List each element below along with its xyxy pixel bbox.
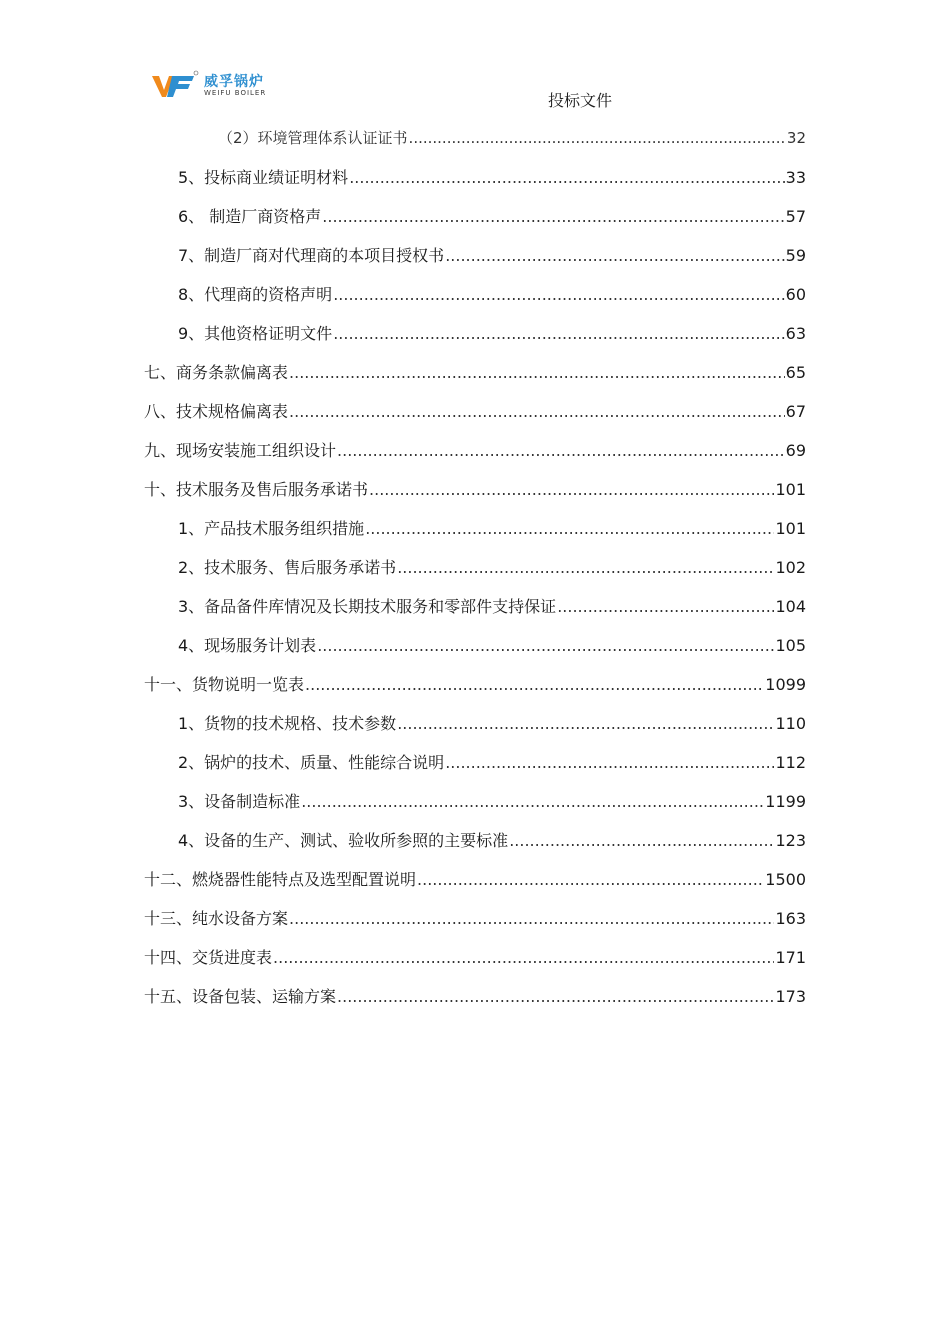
toc-entry-title: 1、产品技术服务组织措施: [178, 519, 365, 538]
toc-entry[interactable]: [178, 821, 806, 860]
document-title: 投标文件: [548, 91, 613, 110]
toc-entry[interactable]: [178, 509, 806, 548]
toc-entry-page-number: 63: [785, 324, 806, 343]
page-header: [0, 0, 950, 120]
toc-entry[interactable]: [178, 314, 806, 353]
toc-leader-dots: [333, 275, 784, 314]
toc-entry-page-number: 104: [775, 597, 806, 616]
toc-entry-page-number: 69: [785, 441, 806, 460]
logo-mark-icon: [150, 70, 200, 100]
toc-entry-page-number: 173: [775, 987, 806, 1006]
toc-entry-page-number: 1199: [765, 792, 806, 811]
toc-entry[interactable]: [144, 353, 806, 392]
toc-entry-title: 2、锅炉的技术、质量、性能综合说明: [178, 753, 445, 772]
toc-entry-page-number: 60: [785, 285, 806, 304]
toc-entry[interactable]: [144, 860, 806, 899]
toc-entry[interactable]: [144, 938, 806, 977]
toc-leader-dots: [397, 548, 774, 587]
toc-entry-title: 1、货物的技术规格、技术参数: [178, 714, 397, 733]
toc-entry-title: 十一、货物说明一览表: [144, 675, 305, 694]
toc-entry[interactable]: [178, 782, 806, 821]
toc-leader-dots: [289, 899, 774, 938]
company-logo: [150, 70, 280, 100]
toc-entry-title: 3、备品备件库情况及长期技术服务和零部件支持保证: [178, 597, 557, 616]
toc-entry[interactable]: [144, 431, 806, 470]
toc-entry[interactable]: [144, 392, 806, 431]
toc-leader-dots: [273, 938, 774, 977]
toc-leader-dots: [349, 158, 784, 197]
toc-entry-page-number: 163: [775, 909, 806, 928]
toc-entry[interactable]: [178, 704, 806, 743]
toc-entry-title: （2）环境管理体系认证证书: [218, 129, 408, 147]
toc-entry-page-number: 67: [785, 402, 806, 421]
toc-entry-page-number: 65: [785, 363, 806, 382]
toc-entry-title: 9、其他资格证明文件: [178, 324, 333, 343]
toc-entry-page-number: 33: [785, 168, 806, 187]
toc-entry[interactable]: [178, 236, 806, 275]
toc-entry[interactable]: [178, 158, 806, 197]
toc-entry-title: 6、 制造厂商资格声: [178, 207, 322, 226]
toc-entry-title: 3、设备制造标准: [178, 792, 301, 811]
toc-entry-title: 7、制造厂商对代理商的本项目授权书: [178, 246, 445, 265]
toc-leader-dots: [445, 743, 774, 782]
toc-entry-title: 十、技术服务及售后服务承诺书: [144, 480, 369, 499]
toc-entry-page-number: 32: [786, 129, 806, 147]
toc-entry[interactable]: [144, 899, 806, 938]
toc-leader-dots: [289, 392, 785, 431]
logo-chinese-name: 威孚锅炉: [204, 74, 264, 90]
toc-entry-page-number: 123: [775, 831, 806, 850]
toc-entry-title: 8、代理商的资格声明: [178, 285, 333, 304]
toc-leader-dots: [417, 860, 764, 899]
toc-leader-dots: [317, 626, 774, 665]
toc-entry[interactable]: [218, 119, 806, 158]
toc-entry-title: 十二、燃烧器性能特点及选型配置说明: [144, 870, 417, 889]
toc-entry[interactable]: [178, 587, 806, 626]
toc-leader-dots: [301, 782, 764, 821]
logo-english-name: WEIFU BOILER: [204, 89, 267, 97]
toc-entry-title: 4、设备的生产、测试、验收所参照的主要标准: [178, 831, 509, 850]
toc-entry[interactable]: [144, 977, 806, 1016]
toc-entry-title: 2、技术服务、售后服务承诺书: [178, 558, 397, 577]
toc-entry-page-number: 57: [785, 207, 806, 226]
toc-entry-page-number: 1500: [765, 870, 806, 889]
toc-entry-title: 4、现场服务计划表: [178, 636, 317, 655]
toc-entry-title: 七、商务条款偏离表: [144, 363, 289, 382]
toc-leader-dots: [397, 704, 774, 743]
toc-entry[interactable]: [178, 743, 806, 782]
toc-entry[interactable]: [178, 197, 806, 236]
toc-entry[interactable]: [144, 665, 806, 704]
toc-entry[interactable]: [178, 626, 806, 665]
toc-leader-dots: [509, 821, 774, 860]
toc-entry-title: 十三、纯水设备方案: [144, 909, 289, 928]
toc-entry-page-number: 101: [775, 480, 806, 499]
toc-entry-page-number: 105: [775, 636, 806, 655]
toc-entry-title: 八、技术规格偏离表: [144, 402, 289, 421]
toc-leader-dots: [369, 470, 774, 509]
toc-entry-page-number: 171: [775, 948, 806, 967]
toc-leader-dots: [305, 665, 764, 704]
toc-entry-page-number: 112: [775, 753, 806, 772]
toc-leader-dots: [333, 314, 784, 353]
toc-entry-page-number: 110: [775, 714, 806, 733]
toc-entry-title: 十五、设备包装、运输方案: [144, 987, 337, 1006]
toc-leader-dots: [557, 587, 774, 626]
toc-leader-dots: [445, 236, 784, 275]
toc-leader-dots: [409, 119, 786, 158]
toc-leader-dots: [289, 353, 785, 392]
toc-entry-title: 5、投标商业绩证明材料: [178, 168, 349, 187]
toc-entry-page-number: 59: [785, 246, 806, 265]
toc-entry-page-number: 1099: [765, 675, 806, 694]
toc-leader-dots: [322, 197, 784, 236]
toc-entry-title: 十四、交货进度表: [144, 948, 273, 967]
toc-leader-dots: [337, 431, 785, 470]
toc-entry-title: 九、现场安装施工组织设计: [144, 441, 337, 460]
toc-entry-page-number: 102: [775, 558, 806, 577]
toc-leader-dots: [337, 977, 774, 1016]
toc-leader-dots: [365, 509, 774, 548]
toc-entry[interactable]: [178, 548, 806, 587]
toc-entry-page-number: 101: [775, 519, 806, 538]
toc-entry[interactable]: [144, 470, 806, 509]
toc-entry[interactable]: [178, 275, 806, 314]
